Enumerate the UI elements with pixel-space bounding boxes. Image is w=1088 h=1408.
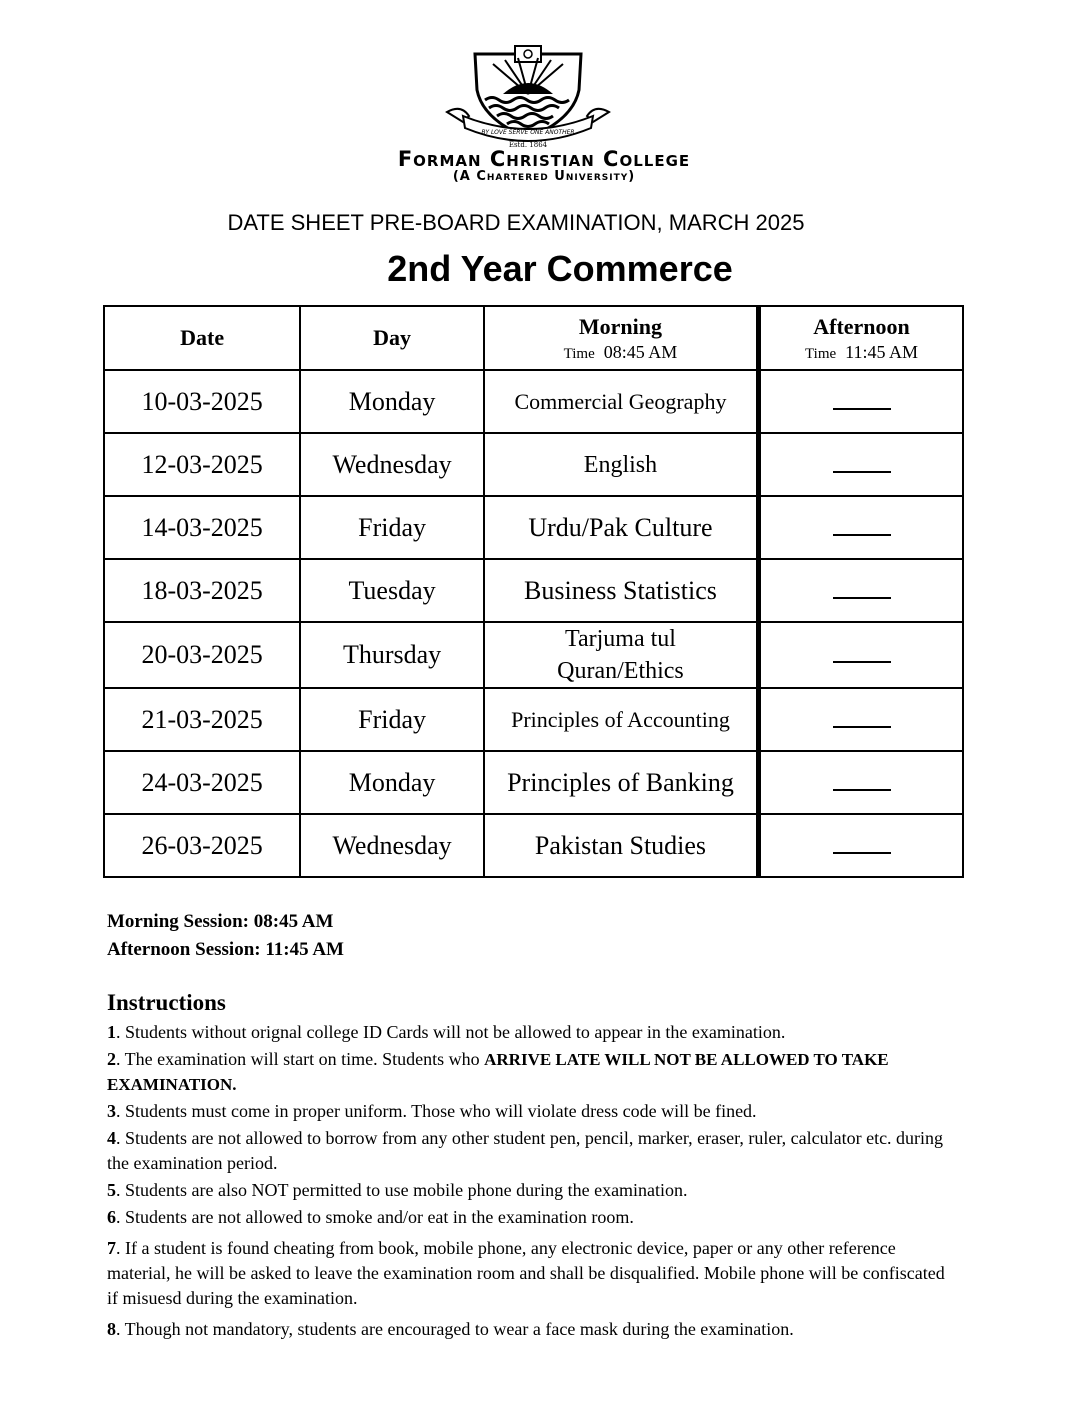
empty-dash	[833, 518, 891, 536]
instructions-heading: Instructions	[107, 990, 226, 1015]
cell-date: 18-03-2025	[104, 559, 300, 622]
empty-dash	[833, 392, 891, 410]
cell-morning-subject: Business Statistics	[484, 559, 759, 622]
header-morning-label: Morning	[578, 313, 663, 339]
instruction-item: 5. Students are also NOT permitted to use mobile phone during the examination.	[107, 1180, 688, 1200]
header-afternoon-label: Afternoon	[813, 313, 910, 339]
empty-dash	[833, 581, 891, 599]
table-row	[104, 814, 963, 877]
table-row	[104, 433, 963, 496]
cell-day: Wednesday	[300, 433, 484, 496]
cell-morning-subject: Principles of Accounting	[484, 688, 759, 751]
table-row	[104, 688, 963, 751]
college-crest-logo	[443, 42, 613, 150]
table-row	[104, 496, 963, 559]
cell-morning-subject: Commercial Geography	[484, 370, 759, 433]
cell-date: 21-03-2025	[104, 688, 300, 751]
svg-text:BY LOVE SERVE ONE ANOTHER: BY LOVE SERVE ONE ANOTHER	[481, 129, 575, 136]
header-date: Date	[104, 306, 300, 370]
table-row	[104, 751, 963, 814]
cell-afternoon	[759, 559, 963, 622]
instruction-item: 6. Students are not allowed to smoke and/or eat in the examination room.	[107, 1207, 634, 1227]
cell-date: 26-03-2025	[104, 814, 300, 877]
cell-day: Friday	[300, 688, 484, 751]
cell-day: Thursday	[300, 622, 484, 688]
instruction-item: 2. The examination will start on time. Students who ARRIVE LATE WILL NOT BE ALLOWED TO TAKE EXAMINATION.	[107, 1049, 889, 1094]
session-times	[107, 908, 344, 964]
table-row	[104, 622, 963, 688]
morning-time-label: Time	[563, 345, 595, 362]
cell-afternoon	[759, 814, 963, 877]
cell-date: 20-03-2025	[104, 622, 300, 688]
cell-morning-subject: English	[484, 433, 759, 496]
cell-afternoon	[759, 370, 963, 433]
instruction-item: 7. If a student is found cheating from book, mobile phone, any electronic device, paper or any other reference material, he will be asked to leave the examination room and shall be disqualified. Mobile phone will be confiscated if misuesd during the examination.	[107, 1238, 945, 1308]
class-title: 2nd Year Commerce	[387, 248, 733, 289]
empty-dash	[833, 645, 891, 663]
header-morning	[484, 306, 759, 370]
table-row	[104, 559, 963, 622]
cell-day: Monday	[300, 370, 484, 433]
empty-dash	[833, 455, 891, 473]
cell-morning-subject: Pakistan Studies	[484, 814, 759, 877]
empty-dash	[833, 773, 891, 791]
cell-morning-subject: Tarjuma tul Quran/Ethics	[484, 622, 759, 688]
date-sheet-table	[103, 305, 964, 878]
instructions-list	[107, 1020, 957, 1344]
cell-afternoon	[759, 496, 963, 559]
afternoon-time-label: Time	[805, 345, 837, 362]
cell-day: Monday	[300, 751, 484, 814]
college-subtitle: (A Chartered University)	[452, 169, 636, 184]
date-sheet-title: DATE SHEET PRE-BOARD EXAMINATION, MARCH 2025	[227, 210, 805, 235]
instruction-item: 4. Students are not allowed to borrow from any other student pen, pencil, marker, eraser, ruler, calculator etc. during the examination period.	[107, 1128, 944, 1173]
cell-afternoon	[759, 433, 963, 496]
table-header-row	[104, 306, 963, 370]
afternoon-session: Afternoon Session: 11:45 AM	[107, 939, 344, 960]
header-afternoon	[759, 306, 963, 370]
morning-time: 08:45 AM	[603, 341, 678, 362]
cell-day: Friday	[300, 496, 484, 559]
cell-date: 14-03-2025	[104, 496, 300, 559]
afternoon-time: 11:45 AM	[845, 341, 918, 362]
instruction-item: 1. Students without orignal college ID Cards will not be allowed to appear in the examination.	[107, 1022, 786, 1042]
empty-dash	[833, 836, 891, 854]
svg-text:Estd. 1864: Estd. 1864	[508, 141, 548, 149]
cell-afternoon	[759, 622, 963, 688]
cell-day: Wednesday	[300, 814, 484, 877]
instruction-item: 8. Though not mandatory, students are encouraged to wear a face mask during the examination.	[107, 1319, 794, 1339]
instruction-emphasis: ARRIVE LATE WILL NOT BE ALLOWED TO TAKE EXAMINATION.	[107, 1050, 889, 1094]
cell-date: 12-03-2025	[104, 433, 300, 496]
cell-day: Tuesday	[300, 559, 484, 622]
cell-morning-subject: Principles of Banking	[484, 751, 759, 814]
header-day: Day	[300, 306, 484, 370]
instruction-item: 3. Students must come in proper uniform. Those who will violate dress code will be fined.	[107, 1101, 757, 1121]
morning-session: Morning Session: 08:45 AM	[107, 911, 334, 932]
college-name: Forman Christian College	[397, 147, 691, 171]
cell-morning-subject: Urdu/Pak Culture	[484, 496, 759, 559]
cell-afternoon	[759, 751, 963, 814]
cell-date: 10-03-2025	[104, 370, 300, 433]
empty-dash	[833, 710, 891, 728]
cell-date: 24-03-2025	[104, 751, 300, 814]
table-row	[104, 370, 963, 433]
cell-afternoon	[759, 688, 963, 751]
